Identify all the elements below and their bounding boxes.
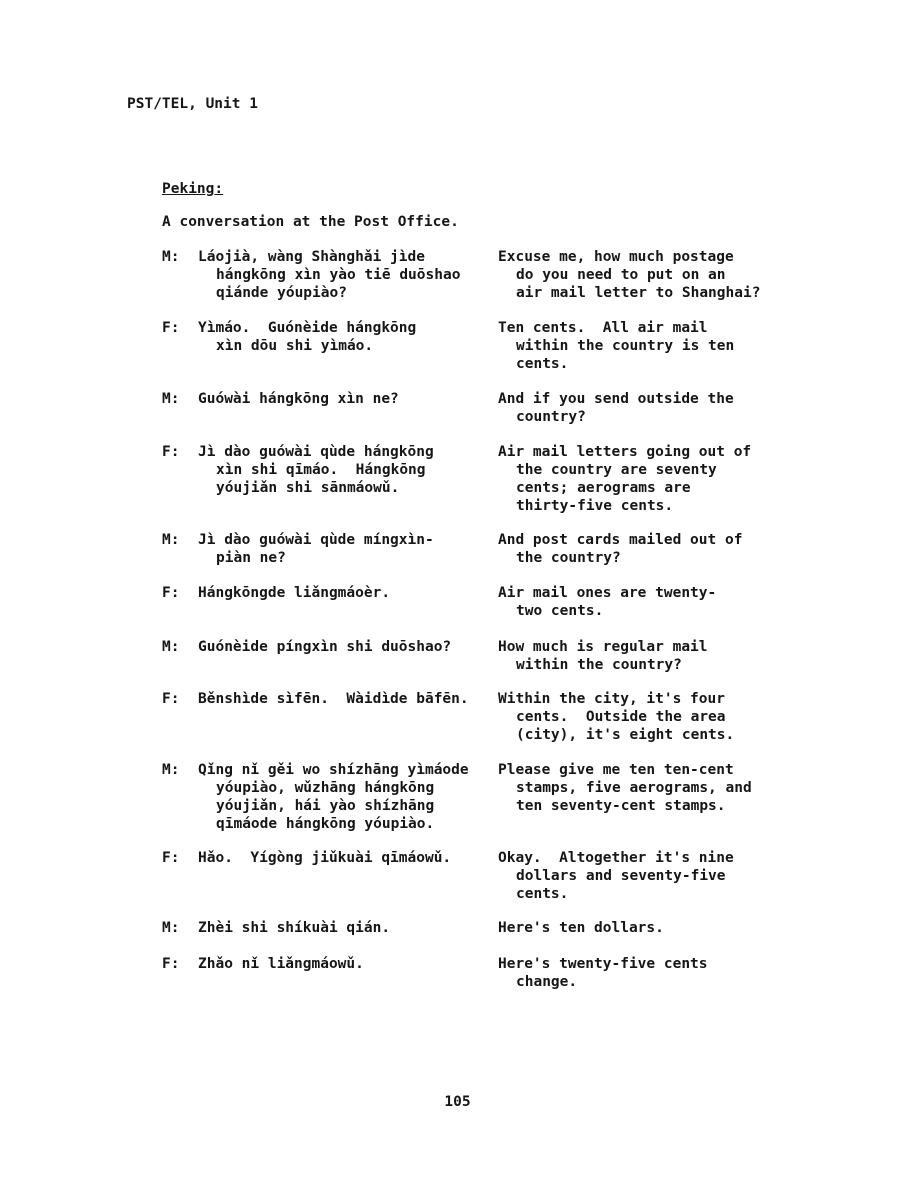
english-line: Air mail letters going out of xyxy=(498,444,752,460)
speaker-label: F: xyxy=(162,320,180,336)
page-header: PST/TEL, Unit 1 xyxy=(127,96,258,112)
chinese-text xyxy=(198,248,498,302)
english-translation xyxy=(498,849,798,903)
speaker-label: F: xyxy=(162,585,180,601)
speaker-label: F: xyxy=(162,850,180,866)
chinese-text xyxy=(198,761,498,833)
chinese-line: Yìmáo. Guónèide hángkōng xyxy=(198,320,417,336)
english-line: two cents. xyxy=(516,603,604,619)
english-line: cents. xyxy=(516,356,569,372)
section-title-peking xyxy=(162,180,223,198)
english-line: (city), it's eight cents. xyxy=(516,727,735,743)
section-title-text: Peking xyxy=(162,181,215,197)
chinese-line: Hángkōngde liǎngmáoèr. xyxy=(198,585,391,601)
speaker-label: M: xyxy=(162,762,180,778)
english-translation xyxy=(498,955,798,991)
english-line: Please give me ten ten-cent xyxy=(498,762,734,778)
english-line: Ten cents. All air mail xyxy=(498,320,708,336)
chinese-text xyxy=(198,390,498,408)
english-line: the country are seventy xyxy=(516,462,717,478)
chinese-line: hángkōng xìn yào tiē duōshao xyxy=(216,267,461,283)
page-number: 105 xyxy=(444,1094,471,1110)
speaker-label: F: xyxy=(162,444,180,460)
english-line: within the country is ten xyxy=(516,338,735,354)
speaker-label: M: xyxy=(162,532,180,548)
english-translation xyxy=(498,638,798,674)
english-line: country? xyxy=(516,409,586,425)
chinese-line: xìn shi qīmáo. Hángkōng xyxy=(216,462,426,478)
chinese-line: Zhèi shi shíkuài qián. xyxy=(198,920,391,936)
chinese-text xyxy=(198,690,498,708)
english-line: air mail letter to Shanghai? xyxy=(516,285,761,301)
english-translation xyxy=(498,248,798,302)
english-line: stamps, five aerograms, and xyxy=(516,780,752,796)
english-line: change. xyxy=(516,974,578,990)
chinese-text xyxy=(198,584,498,602)
english-translation xyxy=(498,919,798,937)
chinese-line: Jì dào guówài qùde hángkōng xyxy=(198,444,434,460)
english-line: cents. Outside the area xyxy=(516,709,726,725)
chinese-line: Láojià, wàng Shànghǎi jìde xyxy=(198,249,425,265)
chinese-line: Qǐng nǐ gěi wo shízhāng yìmáode xyxy=(198,762,469,778)
chinese-text xyxy=(198,638,498,656)
chinese-text xyxy=(198,319,498,355)
chinese-line: piàn ne? xyxy=(216,550,286,566)
english-line: cents; aerograms are xyxy=(516,480,691,496)
chinese-line: Běnshìde sìfēn. Wàidìde bāfēn. xyxy=(198,691,469,707)
english-line: do you need to put on an xyxy=(516,267,726,283)
chinese-line: Guónèide píngxìn shi duōshao? xyxy=(198,639,452,655)
speaker-label: M: xyxy=(162,391,180,407)
english-line: within the country? xyxy=(516,657,682,673)
chinese-line: Zhǎo nǐ liǎngmáowǔ. xyxy=(198,956,364,972)
english-line: Air mail ones are twenty- xyxy=(498,585,717,601)
english-translation xyxy=(498,390,798,426)
english-line: And if you send outside the xyxy=(498,391,734,407)
chinese-text xyxy=(198,919,498,937)
english-translation xyxy=(498,443,798,515)
chinese-line: Jì dào guówài qùde míngxìn- xyxy=(198,532,434,548)
english-line: the country? xyxy=(516,550,621,566)
speaker-label: M: xyxy=(162,249,180,265)
english-line: Within the city, it's four xyxy=(498,691,725,707)
chinese-line: Hǎo. Yígòng jiǔkuài qīmáowǔ. xyxy=(198,850,452,866)
english-line: thirty-five cents. xyxy=(516,498,674,514)
chinese-text xyxy=(198,443,498,497)
english-line: Here's twenty-five cents xyxy=(498,956,708,972)
chinese-line: xìn dōu shi yìmáo. xyxy=(216,338,374,354)
chinese-line: qīmáode hángkōng yóupiào. xyxy=(216,816,435,832)
section-title-colon: : xyxy=(214,181,224,197)
chinese-line: yóujiǎn, hái yào shízhāng xyxy=(216,798,435,814)
english-translation xyxy=(498,531,798,567)
english-line: Excuse me, how much postage xyxy=(498,249,734,265)
chinese-line: yóujiǎn shi sānmáowǔ. xyxy=(216,480,400,496)
english-line: cents. xyxy=(516,886,569,902)
english-translation xyxy=(498,584,798,620)
english-translation xyxy=(498,319,798,373)
english-translation xyxy=(498,761,798,815)
english-line: dollars and seventy-five xyxy=(516,868,726,884)
speaker-label: M: xyxy=(162,920,180,936)
chinese-text xyxy=(198,955,498,973)
english-translation xyxy=(498,690,798,744)
english-line: Okay. Altogether it's nine xyxy=(498,850,734,866)
speaker-label: F: xyxy=(162,956,180,972)
intro-line: A conversation at the Post Office. xyxy=(162,214,459,230)
english-line: Here's ten dollars. xyxy=(498,920,664,936)
chinese-line: qiánde yóupiào? xyxy=(216,285,347,301)
english-line: ten seventy-cent stamps. xyxy=(516,798,726,814)
english-line: And post cards mailed out of xyxy=(498,532,743,548)
speaker-label: M: xyxy=(162,639,180,655)
speaker-label: F: xyxy=(162,691,180,707)
chinese-text xyxy=(198,531,498,567)
english-line: How much is regular mail xyxy=(498,639,708,655)
chinese-line: Guówài hángkōng xìn ne? xyxy=(198,391,399,407)
chinese-text xyxy=(198,849,498,867)
chinese-line: yóupiào, wǔzhāng hángkōng xyxy=(216,780,435,796)
